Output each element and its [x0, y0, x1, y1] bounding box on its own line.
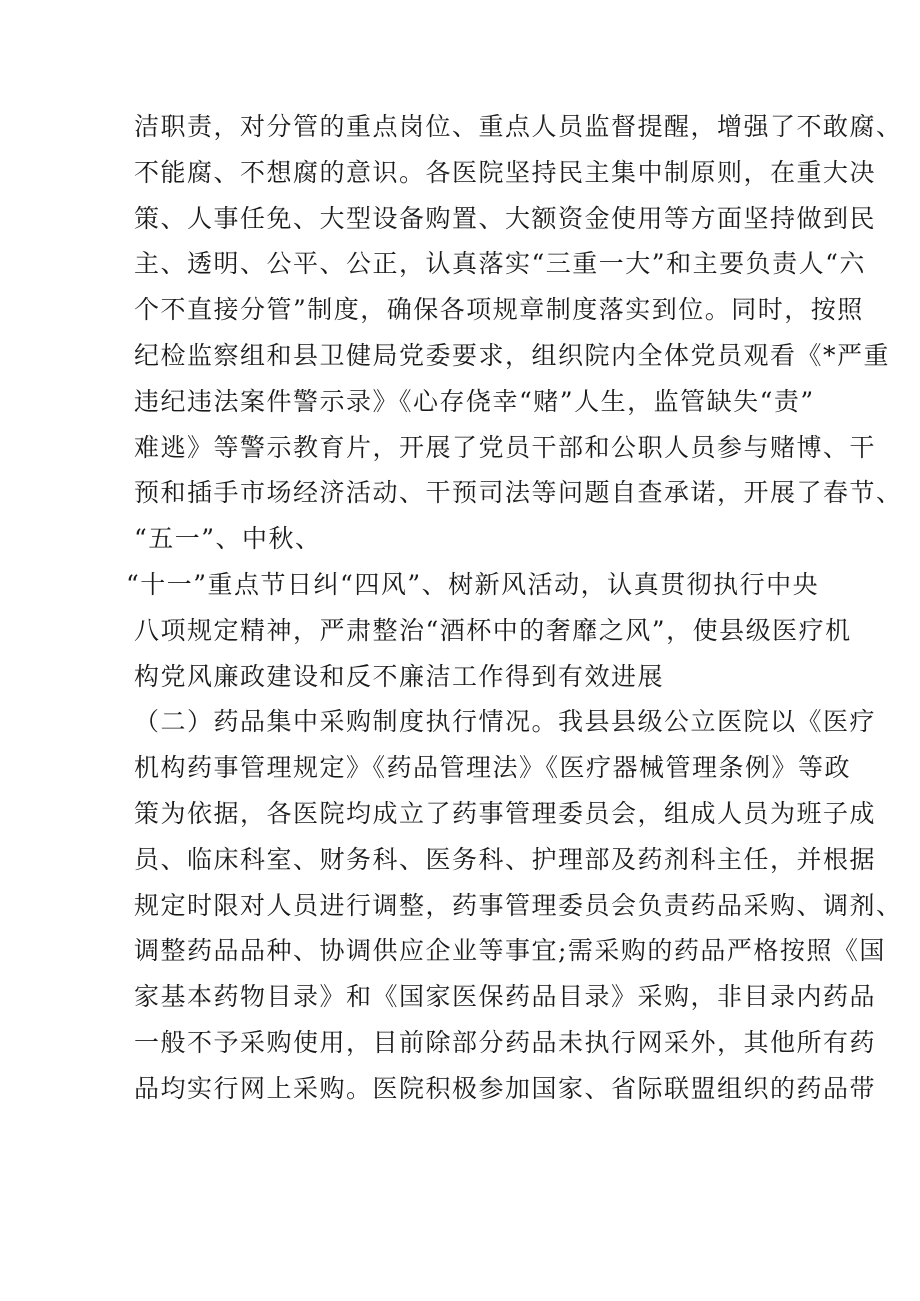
text-line: 策为依据，各医院均成立了药事管理委员会，组成人员为班子成: [134, 798, 877, 828]
text-line: 八项规定精神，严肃整治“酒杯中的奢靡之风”，使县级医疗机: [134, 615, 852, 645]
body-text: [126, 104, 903, 1112]
text-line: 策、人事任免、大型设备购置、大额资金使用等方面坚持做到民: [134, 203, 877, 233]
section-heading-line: （二）药品集中采购制度执行情况。我县县级公立医院以《医疗: [134, 707, 877, 737]
text-line: 违纪违法案件警示录》《心存侥幸“赌”人生，监管缺失“责”: [134, 386, 815, 416]
text-line: 不能腐、不想腐的意识。各医院坚持民主集中制原则，在重大决: [134, 157, 877, 187]
text-line: 预和插手市场经济活动、干预司法等问题自查承诺，开展了春节、: [134, 478, 903, 508]
text-line: 一般不予采购使用，目前除部分药品未执行网采外，其他所有药: [134, 1027, 877, 1057]
text-line: 洁职责，对分管的重点岗位、重点人员监督提醒，增强了不敢腐、: [134, 112, 903, 141]
text-line: 调整药品品种、协调供应企业等事宜;需采购的药品严格按照《国: [134, 936, 886, 966]
text-line: 个不直接分管”制度，确保各项规章制度落实到位。同时，按照: [134, 295, 864, 325]
text-line: 员、临床科室、财务科、医务科、护理部及药剂科主任，并根据: [134, 844, 877, 874]
text-line: 品均实行网上采购。医院积极参加国家、省际联盟组织的药品带: [134, 1073, 877, 1103]
text-line: 构党风廉政建设和反不廉洁工作得到有效进展: [134, 661, 665, 691]
text-line: “十一”重点节日纠“四风”、树新风活动，认真贯彻执行中央: [126, 569, 820, 599]
text-line: 家基本药物目录》和《国家医保药品目录》采购，非目录内药品: [134, 982, 877, 1012]
text-line: 主、透明、公平、公正，认真落实“三重一大”和主要负责人“六: [134, 249, 866, 279]
text-line: 规定时限对人员进行调整，药事管理委员会负责药品采购、调剂、: [134, 890, 903, 920]
text-line: 机构药事管理规定》《药品管理法》《医疗器械管理条例》等政: [134, 753, 852, 783]
text-line: 纪检监察组和县卫健局党委要求，组织院内全体党员观看《*严重: [134, 340, 891, 370]
text-line: “五一”、中秋、: [134, 524, 322, 554]
text-line: 难逃》等警示教育片，开展了党员干部和公职人员参与赌博、干: [134, 432, 877, 462]
